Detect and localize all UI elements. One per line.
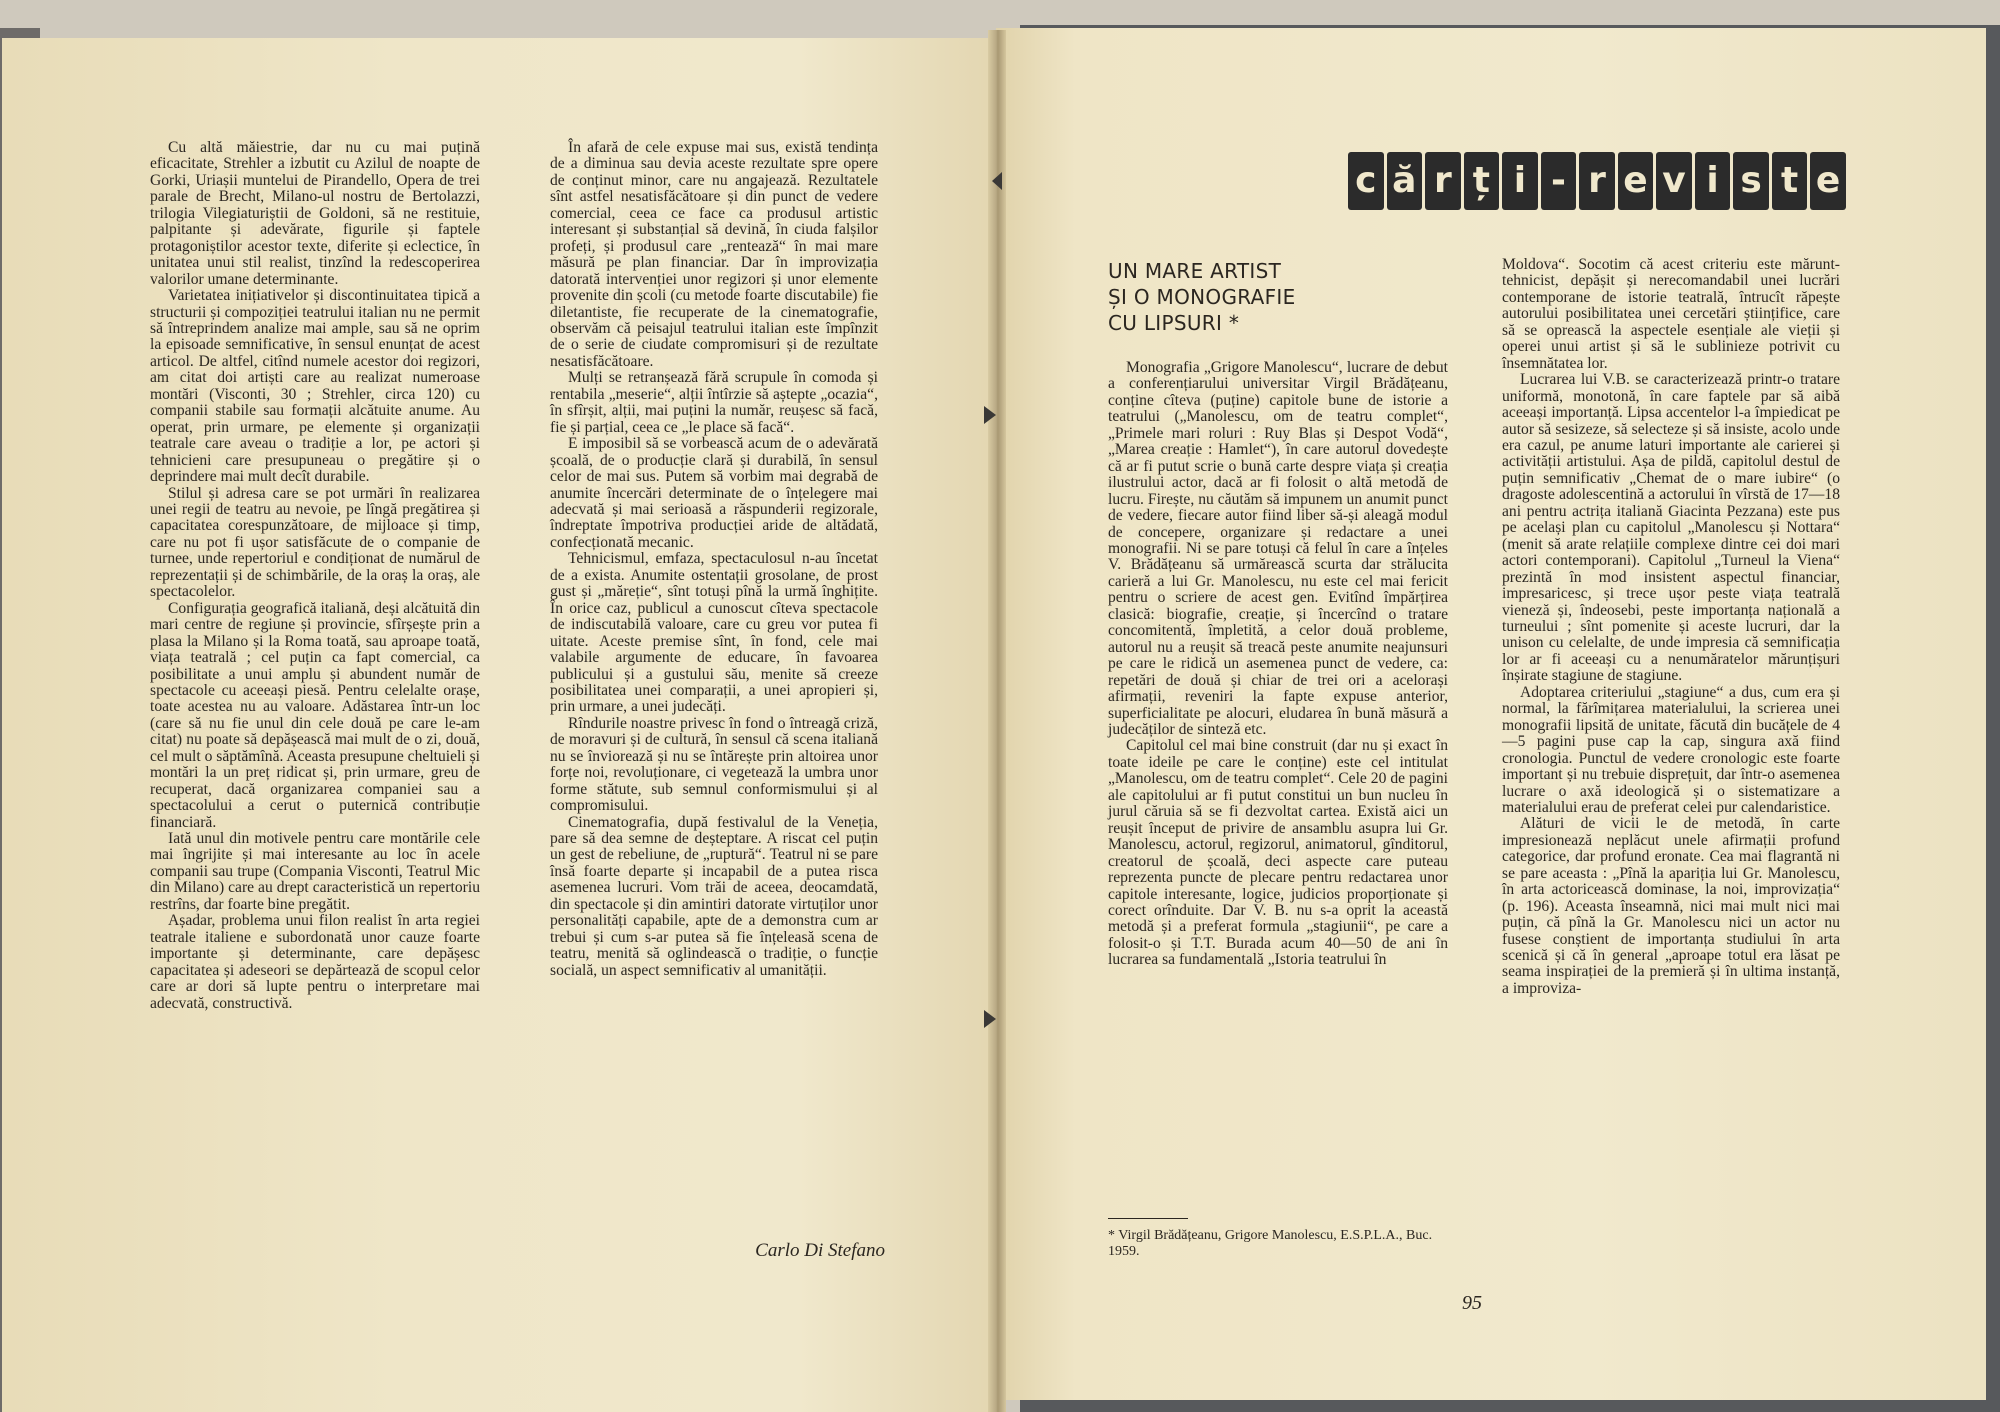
footnote: * Virgil Brădățeanu, Grigore Manolescu, E.S.P.L.A., Buc. 1959. [1108,1228,1433,1259]
masthead-letter: i [1695,152,1731,210]
page-number: 95 [1462,1292,1482,1314]
paragraph: Monografia „Grigore Manolescu“, lucrare de debut a conferențiarului universitar Virgil Brădățeanu, conține cîteva (puține) capitole bune de istorie a teatrului („Manolescu, om de teatru complet“, „Primele mari roluri : Ruy Blas și Despot Vodă“, „Marea creație : Hamlet“), în care autorul dovedește că ar fi putut scrie o bună carte despre viața și creația ilustrului actor, dacă ar fi folosit o altă metodă de lucru. Firește, nu căutăm să impunem un anumit punct de vedere, fiecare autor fiind liber să-și aleagă modul de concepere, organizare și redactare a unei monografii. Ni se pare totuși că felul în care a înțeles V. Brădățeanu să urmărească scurta dar strălucita carieră a lui Gr. Manolescu, nu este cel mai fericit pentru o scriere de acest gen. Evitînd împărțirea clasică: biografie, creație, și încercînd o tratare concomitentă, împletită, a celor două probleme, autorul nu a reușit să treacă peste anumite neajunsuri pe care le ridică un asemenea punct de vedere, ca: repetări de două și chiar de trei ori a acelorași afirmații, reveniri la fapte expuse anterior, superficialitate pe alocuri, eludarea în bună măsură a judecăților de sinteză etc. [1108,359,1448,738]
paragraph: Adoptarea criteriului „stagiune“ a dus, cum era și normal, la fărîmițarea materialului, la scrierea unei monografii lipsită de unitate, făcută din bucățele de 4—5 pagini puse cap la cap, singura axă fiind cronologia. Punctul de vedere cronologic este foarte important și nu trebuie disprețuit, dar într-o asemenea lucrare o axă ideologică și o sistematizare a materialului erau de preferat celei pur calendaristice. [1502,683,1840,816]
article-title [1108,258,1448,336]
paragraph: Configurația geografică italiană, deși alcătuită din mari centre de regiune și provincie, sfîrșește prin a plasa la Milano și la Roma toată, sau aproape toată, viața teatrală ; cel puțin ca fapt comercial, ca posibilitate a unui amplu și abundent număr de spectacole cu aceeași piesă. Pentru celelalte orașe, toate acestea nu au valoare. Adăstarea într-un loc (care să nu fie unul din cele două pe care le-am citat) nu poate să depășească mai mult de o zi, două, cel mult o săptămînă. Aceasta presupune cheltuieli și montări la un preț ridicat și, prin urmare, greu de recuperat, dacă organizarea companiei sau a spectacolului a cerut o puternică contribuție financiară. [150,599,480,831]
section-masthead [1348,152,1846,210]
masthead-letter: c [1348,152,1384,210]
paragraph: Iată unul din motivele pentru care montările cele mai îngrijite și mai interesante au loc în acele companii sau trupe (Compania Visconti, Teatrul Mic din Milano) care au drept caracteristică un repertoriu restrîns, dar foarte bine pregătit. [150,830,480,913]
paragraph: Așadar, problema unui filon realist în arta regiei teatrale italiene e subordonată unor cauze foarte importante și determinante, care depășesc capacitatea și adeseori se depărtează de scopul celor care ar dori să lupte pentru o interpretare mai adecvată, constructivă. [150,912,480,1012]
author-signature: Carlo Di Stefano [755,1240,885,1261]
masthead-letter: t [1772,152,1808,210]
binding-notch [984,1010,996,1028]
masthead-letter: s [1733,152,1769,210]
masthead-letter: e [1618,152,1654,210]
article-title-line: UN MARE ARTIST [1108,259,1282,283]
masthead-letter: v [1656,152,1692,210]
footnote-divider [1108,1218,1188,1219]
masthead-letter: - [1541,152,1577,210]
article-column-4 [1502,257,1840,997]
paragraph: În afară de cele expuse mai sus, există tendința de a diminua sau devia aceste rezultate spre opere de conținut minor, care nu angajează. Rezultatele sînt astfel nesatisfăcătoare și din punct de vedere comercial, ceea ce face ca produsul artistic interesant și substanțial să devină, în ciuda falșilor profeți, și produsul care „rentează“ în mai mare măsură pe plan financiar. Dar în improvizația datorată intervenției unor regizori și unor elemente provenite din școli (cu metode foarte discutabile) fie diletantiste, fie recuperate de la cinematografie, observăm că peisajul teatrului italian este împînzit de o serie de ciudate compromisuri și de rezultate nesatisfăcătoare. [550,139,878,370]
paragraph: Capitolul cel mai bine construit (dar nu și exact în toate ideile pe care le conține) este cel intitulat „Manolescu, om de teatru complet“. Cele 20 de pagini ale capitolului ar fi putut constitui un bun nucleu în jurul căruia să se fi dezvoltat cartea. Există aici un reușit început de privire de ansamblu asupra lui Gr. Manolescu, actorul, regizorul, animatorul, gînditorul, creatorul de școală, deci aspecte care puteau reprezenta puncte de plecare pentru redactarea unor capitole interesante, logice, judicios proporționate și corect orînduite. Dar V. B. nu s-a oprit la această metodă și a preferat formula „stagiunii“, pe care a folosit-o și T.T. Burada acum 40—50 de ani în lucrarea sa fundamentală „Istoria teatrului în [1108,737,1448,969]
binding-notch [984,406,996,424]
paragraph: Cinematografia, după festivalul de la Veneția, pare să dea semne de deșteptare. A riscat cel puțin un gest de rebeliune, de „ruptură“. Teatrul ni se pare însă foarte departe și incapabil de a putea risca asemenea lucruri. Vom trăi de aceea, deocamdată, din spectacole și din amintiri datorate virtuților unor personalități capabile, apte de a demonstra cum ar trebui și cum s-ar putea să fie înțeleasă scena de teatru, menită să oglindească o tradiție, o funcție socială, un aspect semnificativ al umanității. [550,813,878,979]
masthead-letter: ț [1464,152,1500,210]
paragraph: Rîndurile noastre privesc în fond o întreagă criză, de moravuri și de cultură, în sensul că scena italiană nu se înviorează și nu se întărește prin altoirea unor forțe noi, revoluționare, ci vegetează la umbra unor forme stătute, sub semnul conformismului și al compromisului. [550,714,878,815]
paragraph: Varietatea inițiativelor și discontinuitatea tipică a structurii și compoziției teatrului italian nu ne permit să întreprindem analize mai ample, sau să ne oprim la episoade semnificative, în sensul enunțat de acest articol. De altfel, citînd numele acestor doi regizori, am citat doi artiști care au realizat numeroase montări (Visconti, 30 ; Strehler, circa 120) cu companii stabile sau formații alcătuite anume. Au operat, prin urmare, pe elemente și organizații teatrale care aveau o tradiție a lor, pe actori și tehnicieni care presupuneau o pregătire și o deprindere mai mult decît durabile. [150,287,480,486]
paragraph: Stilul și adresa care se pot urmări în realizarea unei regii de teatru au nevoie, pe lîngă pregătirea și capacitatea corespunzătoare, de mijloace și timp, care nu pot fi ușor satisfăcute de o companie de turnee, unde repertoriul e condiționat de numărul de reprezentații și de schimbările, de la oraș la oraș, ale spectacolelor. [150,484,480,601]
article-column-2 [550,140,878,979]
paragraph: E imposibil să se vorbească acum de o adevărată școală, de o producție clară și durabilă, în sensul celor de mai sus. Putem să vorbim mai degrabă de anumite încercări determinate de o înțelegere mai adecvată și mai serioasă a răspunderii regizorale, îndreptate împotriva producției aride de altădată, confecționată mecanic. [550,435,878,551]
masthead-letter: r [1425,152,1461,210]
paragraph: Tehnicismul, emfaza, spectaculosul n-au încetat de a exista. Anumite ostentații grosolane, de prost gust și „măreție“, sînt totuși pînă la urmă înghițite. În orice caz, publicul a cunoscut cîteva spectacole de indiscutabilă valoare, care cu greu vor putea fi uitate. Aceste premise sînt, în fond, cele mai valabile argumente de educare, în favoarea publicului și a gustului său, menite să creeze posibilitatea unei comparații, a unei apropieri și, prin urmare, a unei judecăți. [550,550,878,716]
paragraph: Lucrarea lui V.B. se caracterizează printr-o tratare uniformă, monotonă, în care faptele par să aibă aceeași importanță. Lipsa accentelor l-a împiedicat pe autor să sesizeze, să selecteze și să insiste, acolo unde era cazul, pe anume laturi importante ale carierei și activității artistului. Așa de pildă, capitolul destul de puțin semnificativ „Chemat de o mare iubire“ (o dragoste adolescentină a actorului în vîrstă de 17—18 ani pentru actrița italiană Giacinta Pezzana) este pus pe același plan cu capitolul „Manolescu și Nottara“ (menit să arate relațiile complexe dintre cei doi mari actori contemporani). Capitolul „Turneul la Viena“ prezintă în mod insistent aspectul financiar, impresaricesc, și trece ușor peste viața teatrală vieneză și, îndeosebi, peste importanța națională a turneului ; sînt pomenite și aceste lucruri, dar la unison cu celelalte, de unde impresia că semnificația lor ar fi aceeași cu a nenumăratelor mărunțișuri înșirate stagiune de stagiune. [1502,371,1840,685]
article-column-1 [150,140,480,1012]
book-gutter [988,30,1006,1412]
masthead-letter: e [1810,152,1846,210]
binding-notch [992,172,1002,190]
article-column-3 [1108,360,1448,969]
masthead-letter: ă [1387,152,1423,210]
article-title-line: CU LIPSURI * [1108,311,1240,335]
paragraph: Cu altă măiestrie, dar nu cu mai puțină eficacitate, Strehler a izbutit cu Azilul de noapte de Gorki, Uriașii muntelui de Pirandello, Opera de trei parale de Brecht, Milano-ul nostru de Bertolazzi, trilogia Vilegiaturiștii de Goldoni, să ne restituie, palpitante și adevărate, figurile și faptele protagoniștilor acestor texte, diferite și eclectice, în unitatea unui stil realist, tinzînd la redescoperirea valorilor umane determinante. [150,139,480,288]
paragraph: Alături de vicii le de metodă, în carte impresionează neplăcut unele afirmații profund categorice, dar profund eronate. Cea mai flagrantă ni se pare aceasta : „Pînă la apariția lui Gr. Manolescu, în arta actoricească dominase, la noi, improvizația“ (p. 196). Aceasta înseamnă, nici mai mult nici mai puțin, că pînă la Gr. Manolescu nici un actor nu fusese conștient de importanța studiului în arta scenică și că în general „aproape totul era lăsat pe seama inspirației de la premieră și în ultima instanță, a improviza- [1502,815,1840,997]
paragraph: Moldova“. Socotim că acest criteriu este mărunt-tehnicist, depășit și nerecomandabil unei lucrări contemporane de istorie teatrală, întrucît răpește autorului posibilitatea unei cercetări științifice, care să se oprească la aspectele esențiale ale vieții și operei unui artist și să le sublinieze potrivit cu însemnătatea lor. [1502,256,1840,372]
masthead-letter: i [1502,152,1538,210]
article-title-line: ȘI O MONOGRAFIE [1108,285,1296,309]
masthead-letter: r [1579,152,1615,210]
paragraph: Mulți se retranșează fără scrupule în comoda și rentabila „meserie“, alții întîrzie să aștepte „ocazia“, în sfîrșit, alții, mai puțini la număr, reușesc să facă, fie și parțial, ceea ce „le place să facă“. [550,369,878,436]
